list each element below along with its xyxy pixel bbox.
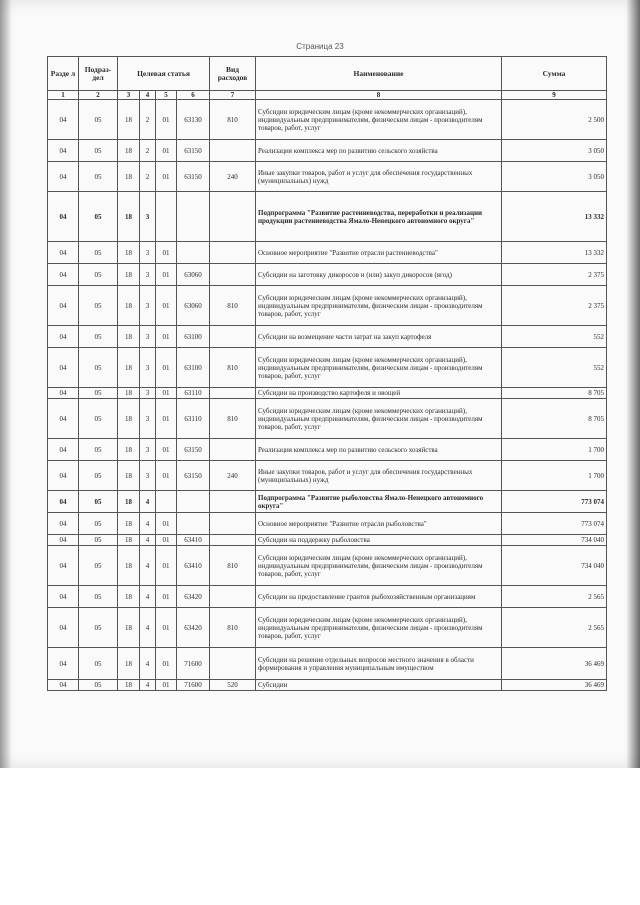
event-code-cell: 01 xyxy=(156,648,177,680)
sum-cell: 2 565 xyxy=(502,586,607,608)
expense-type-cell: 810 xyxy=(210,100,256,140)
direction-code-cell: 71600 xyxy=(177,648,210,680)
column-number: 1 xyxy=(48,91,79,100)
header-naimenovanie: Наименование xyxy=(256,57,502,91)
podrazdel-cell: 05 xyxy=(79,513,118,535)
program-code-cell: 18 xyxy=(118,100,140,140)
sum-cell: 773 074 xyxy=(502,491,607,513)
subprogram-code-cell: 4 xyxy=(140,586,156,608)
podrazdel-cell: 05 xyxy=(79,192,118,242)
name-cell: Субсидии на решение отдельных вопросов местного значения в области формирования и управления муниципальным имуществом xyxy=(256,648,502,680)
direction-code-cell: 63130 xyxy=(177,100,210,140)
expense-type-cell xyxy=(210,264,256,286)
event-code-cell: 01 xyxy=(156,140,177,162)
program-code-cell: 18 xyxy=(118,388,140,399)
expense-type-cell xyxy=(210,192,256,242)
event-code-cell: 01 xyxy=(156,264,177,286)
table-row xyxy=(48,388,607,399)
program-code-cell: 18 xyxy=(118,461,140,491)
name-cell: Субсидии юридическим лицам (кроме некоммерческих организаций), индивидуальным предпринимателям, физическим лицам - производителям товаров, работ, услуг xyxy=(256,399,502,439)
podrazdel-cell: 05 xyxy=(79,648,118,680)
event-code-cell xyxy=(156,192,177,242)
expense-type-cell xyxy=(210,648,256,680)
subprogram-code-cell: 4 xyxy=(140,535,156,546)
name-cell: Субсидии юридическим лицам (кроме некоммерческих организаций), индивидуальным предпринимателям, физическим лицам - производителям товаров, работ, услуг xyxy=(256,546,502,586)
table-row xyxy=(48,648,607,680)
page-number: Страница 23 xyxy=(296,42,344,51)
name-cell: Субсидии на производство картофеля и овощей xyxy=(256,388,502,399)
sum-cell: 3 050 xyxy=(502,140,607,162)
event-code-cell: 01 xyxy=(156,100,177,140)
table-row xyxy=(48,680,607,691)
razdel-cell: 04 xyxy=(48,546,79,586)
event-code-cell: 01 xyxy=(156,586,177,608)
program-code-cell: 18 xyxy=(118,162,140,192)
podrazdel-cell: 05 xyxy=(79,140,118,162)
subprogram-code-cell: 3 xyxy=(140,388,156,399)
name-cell: Реализация комплекса мер по развитию сельского хозяйства xyxy=(256,140,502,162)
razdel-cell: 04 xyxy=(48,286,79,326)
sum-cell: 13 332 xyxy=(502,192,607,242)
direction-code-cell: 63100 xyxy=(177,326,210,348)
direction-code-cell: 63410 xyxy=(177,546,210,586)
column-number: 9 xyxy=(502,91,607,100)
sum-cell: 1 700 xyxy=(502,461,607,491)
podrazdel-cell: 05 xyxy=(79,535,118,546)
podrazdel-cell: 05 xyxy=(79,608,118,648)
name-cell: Субсидии xyxy=(256,680,502,691)
table-row xyxy=(48,399,607,439)
event-code-cell: 01 xyxy=(156,348,177,388)
program-code-cell: 18 xyxy=(118,140,140,162)
table-row xyxy=(48,140,607,162)
sum-cell: 36 469 xyxy=(502,680,607,691)
sum-cell: 2 565 xyxy=(502,608,607,648)
sum-cell: 8 705 xyxy=(502,399,607,439)
table-row xyxy=(48,100,607,140)
expense-type-cell xyxy=(210,513,256,535)
subprogram-code-cell: 4 xyxy=(140,680,156,691)
event-code-cell xyxy=(156,491,177,513)
header-celevaya-statya: Целевая статья xyxy=(118,57,210,91)
sum-cell: 734 040 xyxy=(502,535,607,546)
table-body xyxy=(48,100,607,691)
expense-type-cell: 810 xyxy=(210,399,256,439)
direction-code-cell: 71600 xyxy=(177,680,210,691)
razdel-cell: 04 xyxy=(48,192,79,242)
razdel-cell: 04 xyxy=(48,586,79,608)
subprogram-code-cell: 3 xyxy=(140,399,156,439)
direction-code-cell: 63420 xyxy=(177,586,210,608)
direction-code-cell: 63420 xyxy=(177,608,210,648)
podrazdel-cell: 05 xyxy=(79,491,118,513)
sum-cell: 36 469 xyxy=(502,648,607,680)
column-number: 7 xyxy=(210,91,256,100)
razdel-cell: 04 xyxy=(48,242,79,264)
podrazdel-cell: 05 xyxy=(79,242,118,264)
column-number: 4 xyxy=(140,91,156,100)
event-code-cell: 01 xyxy=(156,608,177,648)
program-code-cell: 18 xyxy=(118,286,140,326)
razdel-cell: 04 xyxy=(48,399,79,439)
subprogram-code-cell: 3 xyxy=(140,326,156,348)
name-cell: Субсидии на заготовку дикоросов и (или) закуп дикоросов (ягод) xyxy=(256,264,502,286)
program-code-cell: 18 xyxy=(118,348,140,388)
podrazdel-cell: 05 xyxy=(79,461,118,491)
direction-code-cell: 63100 xyxy=(177,348,210,388)
razdel-cell: 04 xyxy=(48,513,79,535)
expense-type-cell xyxy=(210,140,256,162)
budget-table xyxy=(47,56,607,691)
sum-cell: 552 xyxy=(502,326,607,348)
expense-type-cell: 520 xyxy=(210,680,256,691)
direction-code-cell: 63150 xyxy=(177,461,210,491)
table-row xyxy=(48,608,607,648)
razdel-cell: 04 xyxy=(48,535,79,546)
name-cell: Подпрограмма "Развитие растениеводства, переработки и реализации продукции растениеводства Ямало-Ненецкого автономного округа" xyxy=(256,192,502,242)
program-code-cell: 18 xyxy=(118,439,140,461)
name-cell: Субсидии юридическим лицам (кроме некоммерческих организаций), индивидуальным предпринимателям, физическим лицам - производителям товаров, работ, услуг xyxy=(256,608,502,648)
name-cell: Иные закупки товаров, работ и услуг для обеспечения государственных (муниципальных) нужд xyxy=(256,461,502,491)
podrazdel-cell: 05 xyxy=(79,348,118,388)
expense-type-cell: 240 xyxy=(210,461,256,491)
program-code-cell: 18 xyxy=(118,513,140,535)
program-code-cell: 18 xyxy=(118,264,140,286)
direction-code-cell: 63150 xyxy=(177,162,210,192)
subprogram-code-cell: 4 xyxy=(140,491,156,513)
subprogram-code-cell: 3 xyxy=(140,439,156,461)
program-code-cell: 18 xyxy=(118,242,140,264)
table-row xyxy=(48,264,607,286)
header-razdel: Разде л xyxy=(48,57,79,91)
program-code-cell: 18 xyxy=(118,608,140,648)
program-code-cell: 18 xyxy=(118,491,140,513)
table-row xyxy=(48,461,607,491)
expense-type-cell: 240 xyxy=(210,162,256,192)
header-summa: Сумма xyxy=(502,57,607,91)
event-code-cell: 01 xyxy=(156,439,177,461)
table-row xyxy=(48,192,607,242)
subprogram-code-cell: 2 xyxy=(140,140,156,162)
expense-type-cell xyxy=(210,326,256,348)
name-cell: Основное мероприятие "Развитие отрасли растениеводства" xyxy=(256,242,502,264)
name-cell: Основное мероприятие "Развитие отрасли рыболовства" xyxy=(256,513,502,535)
program-code-cell: 18 xyxy=(118,535,140,546)
razdel-cell: 04 xyxy=(48,608,79,648)
razdel-cell: 04 xyxy=(48,491,79,513)
event-code-cell: 01 xyxy=(156,399,177,439)
subprogram-code-cell: 4 xyxy=(140,513,156,535)
direction-code-cell xyxy=(177,192,210,242)
column-number: 6 xyxy=(177,91,210,100)
sum-cell: 2 375 xyxy=(502,286,607,326)
program-code-cell: 18 xyxy=(118,399,140,439)
event-code-cell: 01 xyxy=(156,513,177,535)
column-number: 2 xyxy=(79,91,118,100)
razdel-cell: 04 xyxy=(48,326,79,348)
sum-cell: 8 705 xyxy=(502,388,607,399)
direction-code-cell: 63150 xyxy=(177,439,210,461)
table-row xyxy=(48,439,607,461)
event-code-cell: 01 xyxy=(156,326,177,348)
expense-type-cell xyxy=(210,388,256,399)
event-code-cell: 01 xyxy=(156,546,177,586)
name-cell: Реализация комплекса мер по развитию сельского хозяйства xyxy=(256,439,502,461)
direction-code-cell xyxy=(177,491,210,513)
subprogram-code-cell: 3 xyxy=(140,348,156,388)
razdel-cell: 04 xyxy=(48,461,79,491)
direction-code-cell: 63110 xyxy=(177,399,210,439)
direction-code-cell: 63060 xyxy=(177,286,210,326)
podrazdel-cell: 05 xyxy=(79,388,118,399)
expense-type-cell xyxy=(210,491,256,513)
table-row xyxy=(48,586,607,608)
sum-cell: 3 050 xyxy=(502,162,607,192)
sum-cell: 1 700 xyxy=(502,439,607,461)
table-row xyxy=(48,535,607,546)
program-code-cell: 18 xyxy=(118,586,140,608)
subprogram-code-cell: 2 xyxy=(140,100,156,140)
subprogram-code-cell: 3 xyxy=(140,461,156,491)
name-cell: Субсидии на предоставление грантов рыбохозяйственным организациям xyxy=(256,586,502,608)
razdel-cell: 04 xyxy=(48,648,79,680)
expense-type-cell: 810 xyxy=(210,348,256,388)
event-code-cell: 01 xyxy=(156,242,177,264)
table-row xyxy=(48,326,607,348)
razdel-cell: 04 xyxy=(48,388,79,399)
podrazdel-cell: 05 xyxy=(79,326,118,348)
column-number: 3 xyxy=(118,91,140,100)
expense-type-cell xyxy=(210,535,256,546)
razdel-cell: 04 xyxy=(48,680,79,691)
header-vid-rashodov: Вид расходов xyxy=(210,57,256,91)
event-code-cell: 01 xyxy=(156,388,177,399)
event-code-cell: 01 xyxy=(156,461,177,491)
program-code-cell: 18 xyxy=(118,192,140,242)
expense-type-cell: 810 xyxy=(210,286,256,326)
expense-type-cell: 810 xyxy=(210,608,256,648)
header-podrazdel: Подраз- дел xyxy=(79,57,118,91)
table-row xyxy=(48,348,607,388)
subprogram-code-cell: 4 xyxy=(140,608,156,648)
razdel-cell: 04 xyxy=(48,439,79,461)
subprogram-code-cell: 3 xyxy=(140,264,156,286)
sum-cell: 2 500 xyxy=(502,100,607,140)
sum-cell: 2 375 xyxy=(502,264,607,286)
sum-cell: 734 040 xyxy=(502,546,607,586)
table-row xyxy=(48,513,607,535)
direction-code-cell: 63410 xyxy=(177,535,210,546)
podrazdel-cell: 05 xyxy=(79,399,118,439)
direction-code-cell: 63110 xyxy=(177,388,210,399)
event-code-cell: 01 xyxy=(156,162,177,192)
direction-code-cell xyxy=(177,242,210,264)
subprogram-code-cell: 2 xyxy=(140,162,156,192)
name-cell: Субсидии на возмещение части затрат на закуп картофеля xyxy=(256,326,502,348)
subprogram-code-cell: 4 xyxy=(140,546,156,586)
event-code-cell: 01 xyxy=(156,535,177,546)
direction-code-cell: 63150 xyxy=(177,140,210,162)
razdel-cell: 04 xyxy=(48,264,79,286)
podrazdel-cell: 05 xyxy=(79,586,118,608)
event-code-cell: 01 xyxy=(156,680,177,691)
razdel-cell: 04 xyxy=(48,162,79,192)
expense-type-cell xyxy=(210,439,256,461)
column-number: 5 xyxy=(156,91,177,100)
direction-code-cell xyxy=(177,513,210,535)
razdel-cell: 04 xyxy=(48,140,79,162)
razdel-cell: 04 xyxy=(48,100,79,140)
program-code-cell: 18 xyxy=(118,680,140,691)
podrazdel-cell: 05 xyxy=(79,286,118,326)
podrazdel-cell: 05 xyxy=(79,264,118,286)
name-cell: Субсидии юридическим лицам (кроме некоммерческих организаций), индивидуальным предпринимателям, физическим лицам - производителям товаров, работ, услуг xyxy=(256,348,502,388)
name-cell: Иные закупки товаров, работ и услуг для обеспечения государственных (муниципальных) нужд xyxy=(256,162,502,192)
table-row xyxy=(48,286,607,326)
name-cell: Подпрограмма "Развитие рыболовства Ямало-Ненецкого автономного округа" xyxy=(256,491,502,513)
name-cell: Субсидии на поддержку рыболовства xyxy=(256,535,502,546)
subprogram-code-cell: 3 xyxy=(140,242,156,264)
podrazdel-cell: 05 xyxy=(79,162,118,192)
expense-type-cell: 810 xyxy=(210,546,256,586)
event-code-cell: 01 xyxy=(156,286,177,326)
table-row xyxy=(48,162,607,192)
table-row xyxy=(48,242,607,264)
name-cell: Субсидии юридическим лицам (кроме некоммерческих организаций), индивидуальным предпринимателям, физическим лицам - производителям товаров, работ, услуг xyxy=(256,100,502,140)
razdel-cell: 04 xyxy=(48,348,79,388)
podrazdel-cell: 05 xyxy=(79,439,118,461)
direction-code-cell: 63060 xyxy=(177,264,210,286)
sum-cell: 13 332 xyxy=(502,242,607,264)
subprogram-code-cell: 3 xyxy=(140,192,156,242)
program-code-cell: 18 xyxy=(118,648,140,680)
podrazdel-cell: 05 xyxy=(79,100,118,140)
column-number-row xyxy=(48,91,607,100)
sum-cell: 552 xyxy=(502,348,607,388)
program-code-cell: 18 xyxy=(118,546,140,586)
podrazdel-cell: 05 xyxy=(79,546,118,586)
subprogram-code-cell: 4 xyxy=(140,648,156,680)
column-number: 8 xyxy=(256,91,502,100)
podrazdel-cell: 05 xyxy=(79,680,118,691)
sum-cell: 773 074 xyxy=(502,513,607,535)
expense-type-cell xyxy=(210,242,256,264)
name-cell: Субсидии юридическим лицам (кроме некоммерческих организаций), индивидуальным предпринимателям, физическим лицам - производителям товаров, работ, услуг xyxy=(256,286,502,326)
table-row xyxy=(48,491,607,513)
subprogram-code-cell: 3 xyxy=(140,286,156,326)
program-code-cell: 18 xyxy=(118,326,140,348)
table-row xyxy=(48,546,607,586)
expense-type-cell xyxy=(210,586,256,608)
